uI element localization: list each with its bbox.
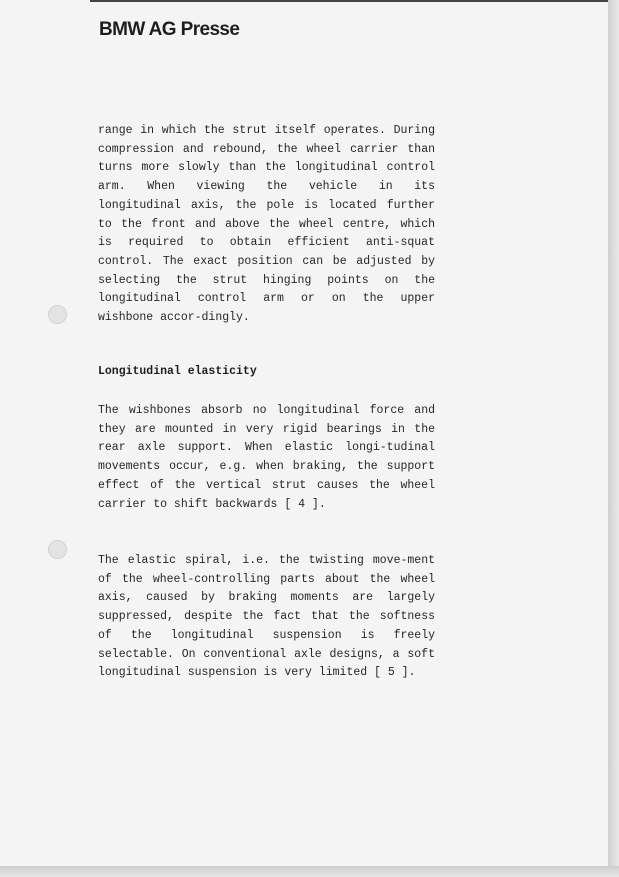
paragraph-strut-operation [98,122,435,328]
paragraph-text: The elastic spiral, i.e. the twisting move-ment of the wheel-controlling parts about the wheel axis, caused by braking moments are largely suppressed, despite the fact that the softness of the longitudinal suspension is freely selectable. On conventional axle designs, a soft longitudinal suspension is very limited [ 5 ]. [98,554,435,680]
page-shadow-right [608,0,619,877]
punch-hole-top [48,305,67,324]
section-heading: Longitudinal elasticity [98,365,257,378]
paragraph-text: The wishbones absorb no longitudinal force and they are mounted in very rigid bearings in the rear axle support. When elastic longi-tudinal movements occur, e.g. when braking, the support effect of the vertical strut causes the wheel carrier to shift backwards [ 4 ]. [98,404,435,511]
page-shadow-bottom [0,866,619,877]
paragraph-text: range in which the strut itself operates. During compression and rebound, the wheel carrier than turns more slowly than the longitudinal control arm. When viewing the vehicle in its longitudinal axis, the pole is located further to the front and above the wheel centre, which is required to obtain efficient anti-squat control. The exact position can be adjusted by selecting the strut hinging points on the longitudinal control arm or on the upper wishbone accor-dingly. [98,124,435,325]
punch-hole-bottom [48,540,67,559]
header-rule [90,0,610,2]
paragraph-elastic-spiral [98,552,435,683]
brand-title: BMW AG Presse [99,19,240,40]
paragraph-wishbones [98,402,435,514]
